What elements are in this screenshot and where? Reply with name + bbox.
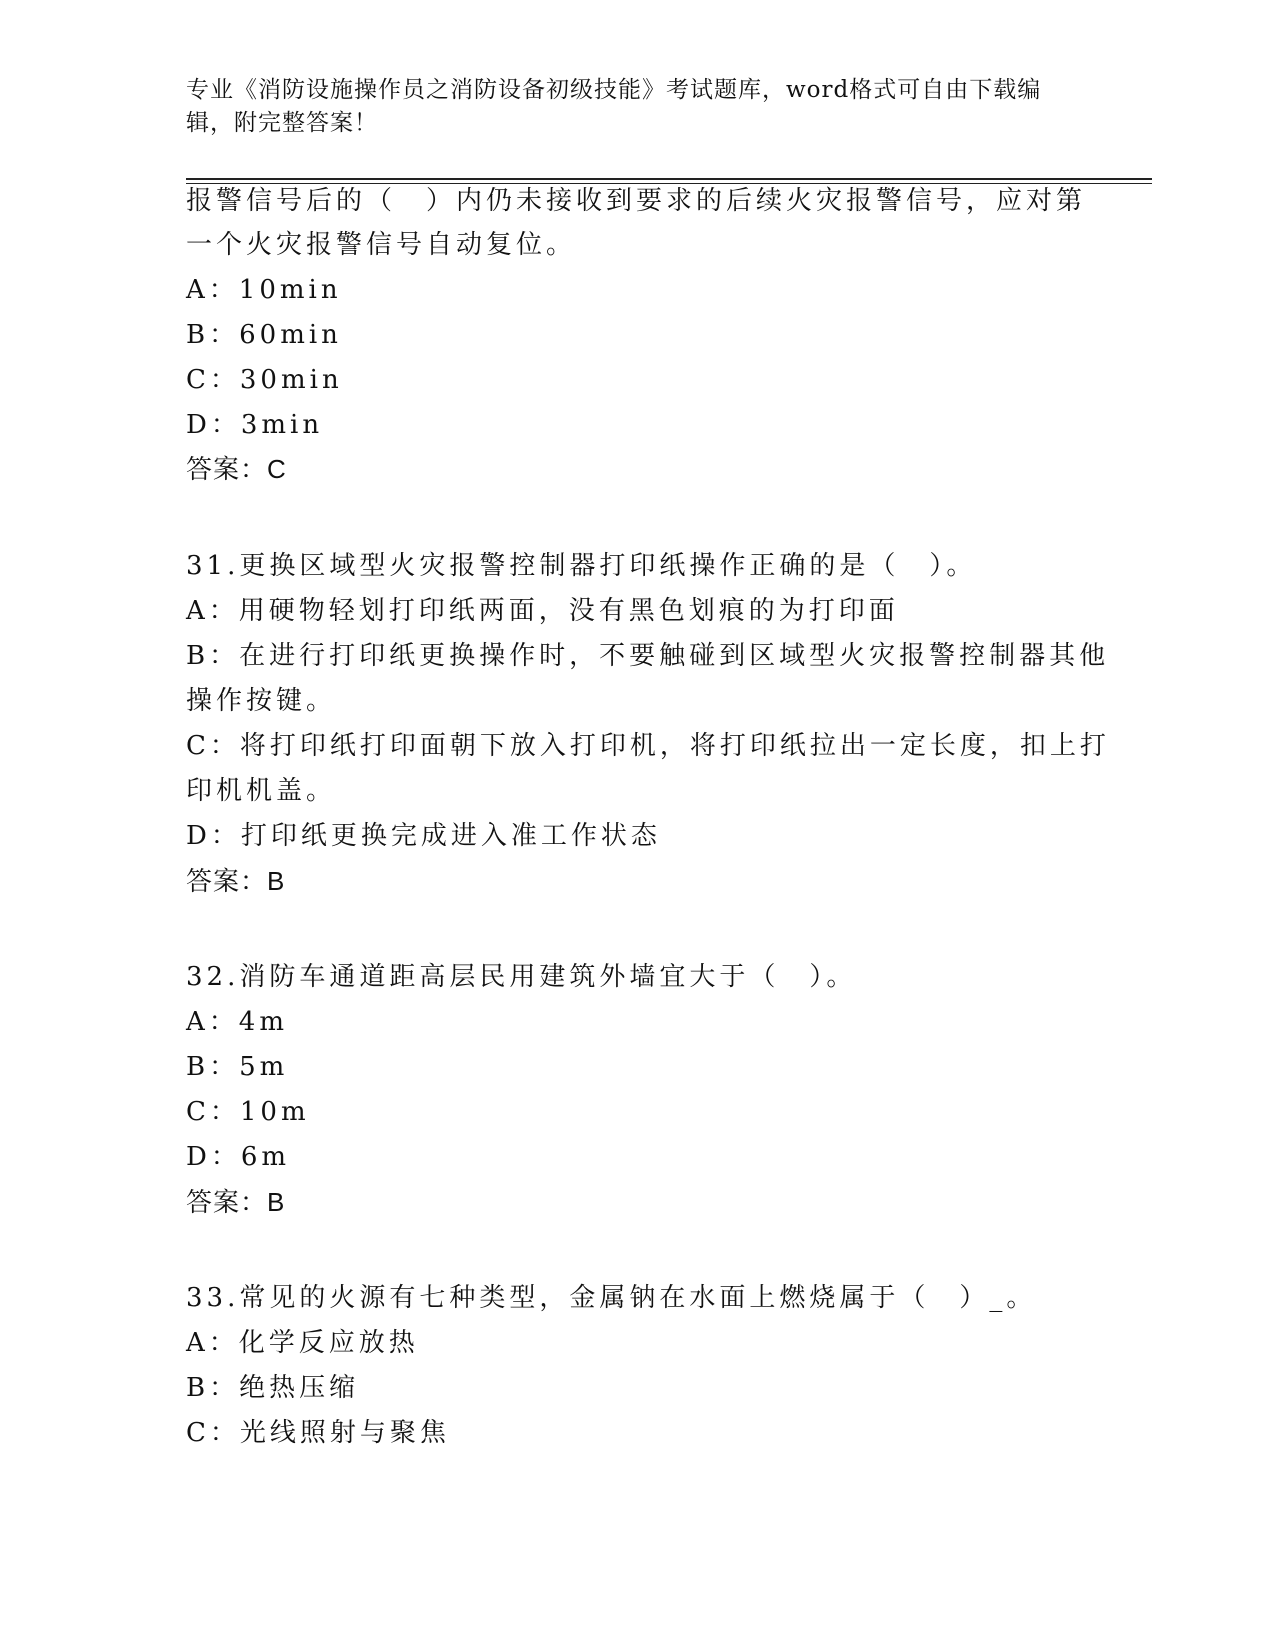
q30-option-a: A：10min: [186, 275, 342, 305]
q30-stem-line-2: 一个火灾报警信号自动复位。: [186, 230, 577, 260]
q31-option-c-line-2: 印机机盖。: [186, 776, 337, 806]
q32-option-d: D：6m: [186, 1142, 291, 1172]
q31-option-b-line-2: 操作按键。: [186, 686, 337, 716]
header-note: [186, 74, 1066, 140]
q33-option-b: B：绝热压缩: [186, 1373, 360, 1403]
q31-option-d: D：打印纸更换完成进入准工作状态: [186, 821, 661, 851]
header-divider-thin: [186, 183, 1152, 184]
q32-option-c: C：10m: [186, 1097, 310, 1127]
q31-stem: 31.更换区域型火灾报警控制器打印纸操作正确的是（ ）。: [186, 551, 977, 581]
q31-option-c-line-1: C：将打印纸打印面朝下放入打印机，将打印纸拉出一定长度，扣上打: [186, 731, 1110, 761]
header-divider-thick: [186, 178, 1152, 180]
header-note-line-1: 专业《消防设施操作员之消防设备初级技能》考试题库，word格式可自由下载编: [186, 77, 1042, 103]
q32-answer: 答案：B: [186, 1187, 286, 1217]
q31-option-a: A：用硬物轻划打印纸两面，没有黑色划痕的为打印面: [186, 596, 899, 626]
q32-stem: 32.消防车通道距高层民用建筑外墙宜大于（ ）。: [186, 962, 857, 992]
q31-answer: 答案：B: [186, 866, 286, 896]
q30-option-c: C：30min: [186, 365, 343, 395]
q30-option-d: D：3min: [186, 410, 324, 440]
q33-option-c: C：光线照射与聚焦: [186, 1418, 450, 1448]
q32-option-b: B：5m: [186, 1052, 289, 1082]
q32-option-a: A：4m: [186, 1007, 288, 1037]
q30-answer: 答案：C: [186, 454, 287, 484]
q30-stem-line-1: 报警信号后的（ ）内仍未接收到要求的后续火灾报警信号，应对第: [186, 186, 1087, 216]
q33-option-a: A：化学反应放热: [186, 1328, 419, 1358]
q30-option-b: B：60min: [186, 320, 342, 350]
q33-stem: 33.常见的火源有七种类型，金属钠在水面上燃烧属于（ ）_。: [186, 1283, 1037, 1313]
header-note-line-2: 辑，附完整答案！: [186, 110, 378, 136]
q31-option-b-line-1: B：在进行打印纸更换操作时，不要触碰到区域型火灾报警控制器其他: [186, 641, 1110, 671]
